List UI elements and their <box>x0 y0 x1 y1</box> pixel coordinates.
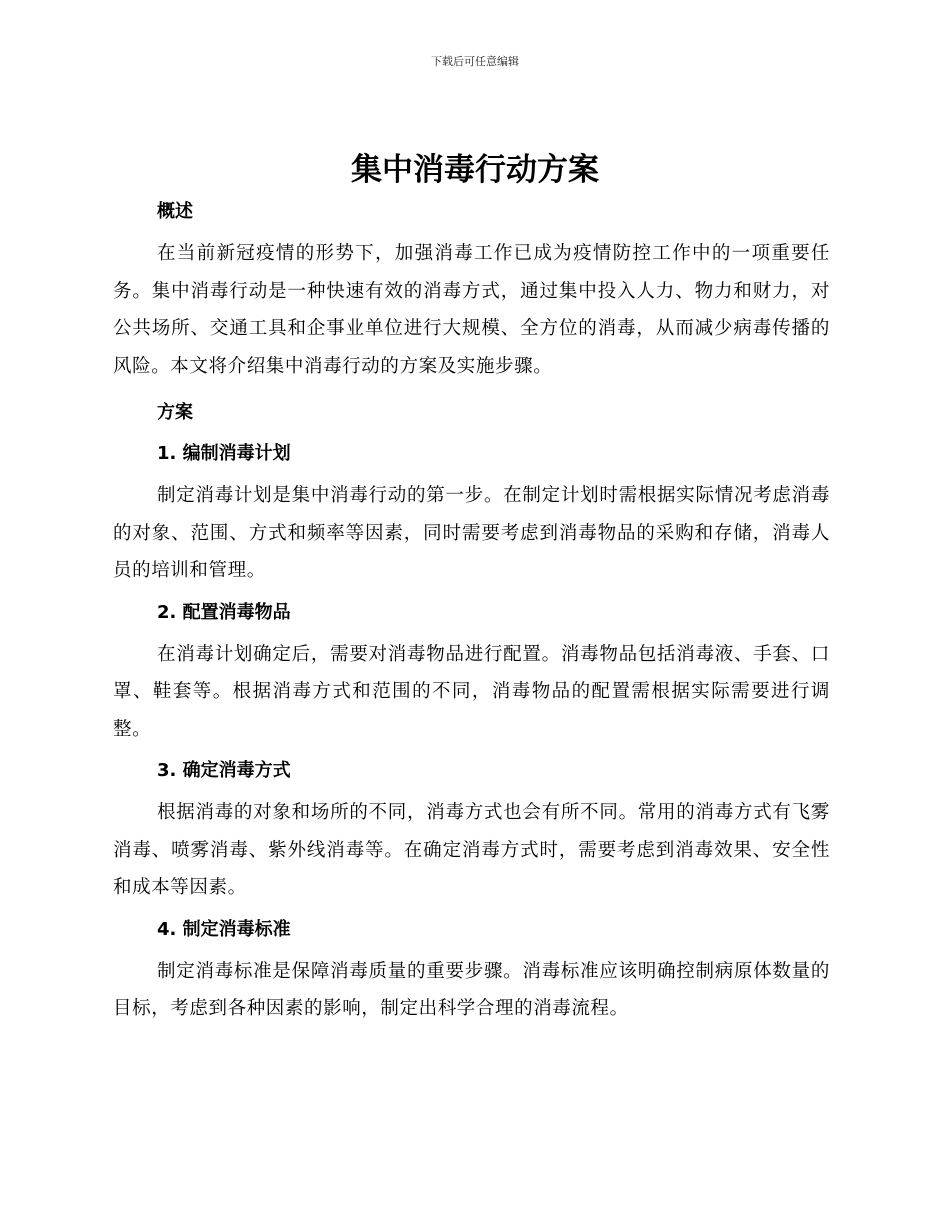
document-title: 集中消毒行动方案 <box>351 152 599 188</box>
step-2-heading: 2. 配置消毒物品 <box>157 601 291 623</box>
step-1-heading: 1. 编制消毒计划 <box>157 443 291 464</box>
step-4-heading: 4. 制定消毒标准 <box>157 918 291 940</box>
step-3-paragraph: 根据消毒的对象和场所的不同，消毒方式也会有所不同。常用的消毒方式有飞雾消毒、喷雾消毒、紫外线消毒等。在确定消毒方式时，需要考虑到消毒效果、安全性和成本等因素。 <box>113 802 830 898</box>
header-note: 下载后可任意编辑 <box>431 55 519 68</box>
overview-heading: 概述 <box>157 201 193 222</box>
step-1-paragraph: 制定消毒计划是集中消毒行动的第一步。在制定计划时需根据实际情况考虑消毒的对象、范围、方式和频率等因素，同时需要考虑到消毒物品的采购和存储，消毒人员的培训和管理。 <box>113 485 830 581</box>
step-2-paragraph: 在消毒计划确定后，需要对消毒物品进行配置。消毒物品包括消毒液、手套、口罩、鞋套等。根据消毒方式和范围的不同，消毒物品的配置需根据实际需要进行调整。 <box>113 643 830 740</box>
plan-heading: 方案 <box>157 402 193 423</box>
step-4-paragraph: 制定消毒标准是保障消毒质量的重要步骤。消毒标准应该明确控制病原体数量的目标，考虑到各种因素的影响，制定出科学合理的消毒流程。 <box>113 960 830 1019</box>
document-body <box>113 194 830 1028</box>
overview-paragraph: 在当前新冠疫情的形势下，加强消毒工作已成为疫情防控工作中的一项重要任务。集中消毒行动是一种快速有效的消毒方式，通过集中投入人力、物力和财力，对公共场所、交通工具和企事业单位进行大规模、全方位的消毒，从而减少病毒传播的风险。本文将介绍集中消毒行动的方案及实施步骤。 <box>113 243 830 377</box>
step-3-heading: 3. 确定消毒方式 <box>157 760 291 781</box>
